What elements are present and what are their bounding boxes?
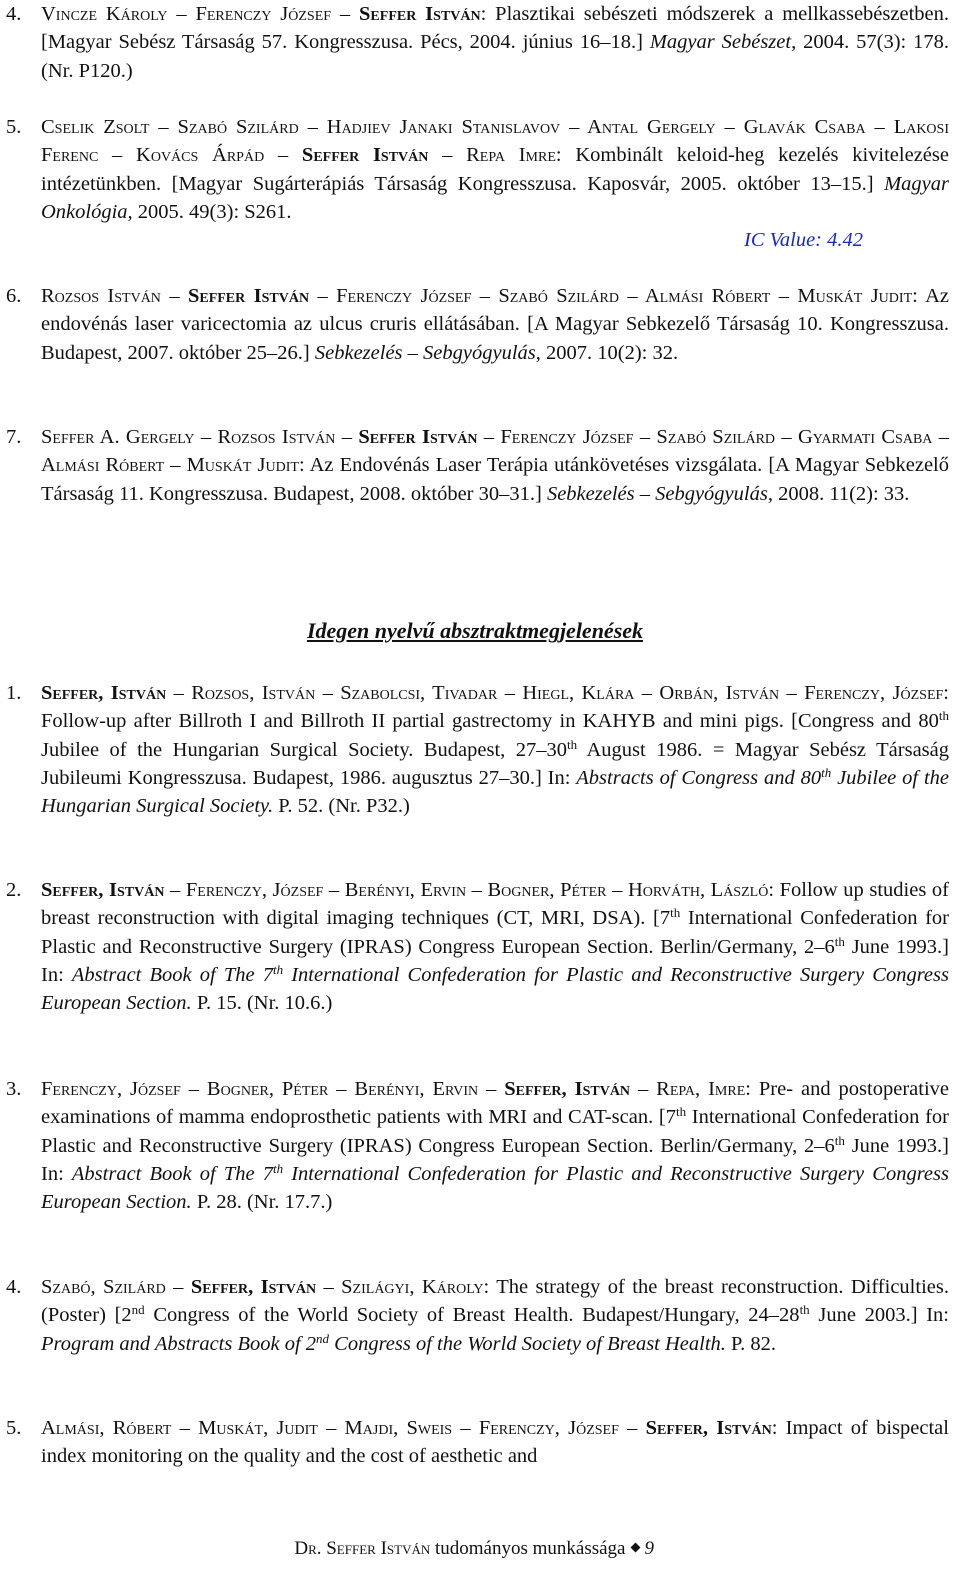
authors: – Ferenczy József – Szabó Szilárd – Gyarmati Csaba – Almási Róbert – Muskát Judit — [41, 426, 950, 477]
entry-number: 3. — [6, 1078, 22, 1100]
abstract-title: : Kombinált keloid-heg kezelés kivitelezése intézetünkben. [Magyar Sugárterápiás Társaság Kongresszusa. Kaposvár, 2005. október 13–15.] — [41, 144, 949, 195]
entry-number: 6. — [6, 285, 22, 307]
superscript: th — [938, 708, 949, 724]
authors: Cselik Zsolt – Szabó Szilárd – Hadjiev Janaki Stanislavov – Antal Gergely – Glavák Csaba – Lakosi Ferenc – Kovács Árpád – — [41, 116, 949, 167]
superscript: th — [834, 933, 845, 949]
superscript: nd — [316, 1330, 330, 1346]
reference-entry — [6, 1075, 949, 1216]
author-highlight: Seffer, István — [41, 682, 167, 704]
author-highlight: Seffer, István — [645, 1417, 772, 1439]
abstract-title: : Follow-up after Billroth I and Billroth II partial gastrectomy in KAHYB and mini pigs. [Congress and 80 — [41, 682, 949, 733]
reference-entry — [6, 1273, 949, 1358]
abstract-title: : Impact of bispectal index monitoring on the quality and the cost of aesthetic and — [41, 1417, 949, 1468]
entry-number: 1. — [6, 682, 22, 704]
authors: Almási, Róbert – Muskát, Judit – Majdi, Sweis – Ferenczy, József – — [41, 1417, 646, 1439]
journal-name: Sebkezelés – Sebgyógyulás, — [314, 341, 541, 364]
citation: June 1993.] In: — [41, 1134, 949, 1185]
superscript: th — [675, 1104, 687, 1120]
author-highlight: Seffer, István — [190, 1276, 317, 1298]
authors: Seffer A. Gergely – Rozsos István – — [41, 426, 359, 448]
citation: August 1986. = Magyar Sebész Társaság Jubileumi Kongresszusa. Budapest, 1986. augusztus 27–30.] In: — [41, 738, 949, 789]
citation: 2005. 49(3): S261. — [132, 200, 292, 223]
diamond-icon — [630, 1543, 640, 1553]
authors: Vincze Károly – Ferenczy József – — [41, 3, 360, 25]
reference-entry — [6, 1414, 949, 1471]
authors: – Repa, Imre — [630, 1078, 746, 1100]
entry-number: 5. — [6, 116, 22, 138]
citation: P. 52. (Nr. P32.) — [273, 795, 410, 818]
citation: 2007. 10(2): 32. — [540, 341, 679, 364]
author-highlight: Seffer István — [359, 3, 481, 25]
entry-number: 4. — [6, 3, 22, 25]
citation: Congress of the World Society of Breast Health. Budapest/Hungary, 24–28 — [144, 1304, 800, 1327]
citation: P. 28. (Nr. 17.7.) — [191, 1191, 333, 1214]
superscript: th — [834, 1132, 845, 1148]
author-highlight: Seffer István — [301, 144, 429, 167]
entry-number: 4. — [6, 1276, 22, 1298]
superscript: th — [272, 961, 284, 977]
citation: June 2003.] In: — [809, 1304, 949, 1327]
authors: – Ferenczy, József – Berényi, Ervin – Bogner, Péter – Horváth, László — [164, 879, 769, 901]
authors: – Ferenczy József – Szabó Szilárd – Almási Róbert – Muskát Judit — [309, 285, 913, 307]
page-footer — [0, 1538, 654, 1560]
book-title: Abstract Book of The 7 — [71, 1162, 273, 1185]
author-highlight: Seffer István — [187, 285, 310, 307]
page-number: 9 — [644, 1538, 654, 1559]
reference-entry — [6, 282, 949, 367]
reference-entry — [6, 0, 949, 85]
superscript: th — [272, 1160, 284, 1176]
authors: Rozsos István – — [41, 285, 188, 307]
authors: – Rozsos, István – Szabolcsi, Tivadar – Hiegl, Klára – Orbán, István – Ferenczy, József — [166, 682, 944, 704]
journal-name: Magyar Sebészet, — [649, 31, 797, 54]
entry-number: 2. — [6, 879, 22, 901]
book-title: International Confederation for Plastic and Reconstructive Surgery Congress European Section. — [41, 963, 949, 1015]
entry-number: 5. — [6, 1417, 22, 1439]
section-heading: Idegen nyelvű absztraktmegjelenések — [306, 618, 644, 643]
authors: – Szilágyi, Károly — [316, 1276, 484, 1298]
abstract-title: : The strategy of the breast reconstruction. Difficulties. (Poster) [2 — [41, 1276, 949, 1327]
book-title: Abstracts of Congress and 80 — [576, 766, 822, 789]
book-title: Program and Abstracts Book of 2 — [41, 1332, 317, 1355]
journal-name: Sebkezelés – Sebgyógyulás, — [546, 482, 773, 505]
book-title: Congress of the World Society of Breast Health. — [329, 1332, 726, 1355]
footer-name: Dr. Seffer István — [294, 1538, 431, 1559]
author-highlight: Seffer, István — [41, 879, 165, 901]
reference-entry — [6, 113, 949, 254]
authors: – Repa Imre — [428, 144, 556, 167]
citation: P. 82. — [725, 1332, 777, 1355]
author-highlight: Seffer István — [358, 426, 478, 448]
book-title: International Confederation for Plastic and Reconstructive Surgery Congress European Section. — [41, 1162, 949, 1214]
superscript: th — [799, 1302, 810, 1318]
reference-entry — [6, 423, 949, 508]
citation: Jubilee of the Hungarian Surgical Society. Budapest, 27–30 — [41, 738, 568, 761]
book-title: Abstract Book of The 7 — [71, 963, 273, 986]
abstract-title: : Az endovénás laser varicectomia az ulcus cruris ellátásában. [A Magyar Sebkezelő Társaság 10. Kongresszusa. Budapest, 2007. október 25–26.] — [41, 285, 949, 364]
superscript: nd — [131, 1302, 145, 1318]
abstract-title: : Follow up studies of breast reconstruction with digital imaging techniques (CT, MRI, DSA). [7 — [41, 879, 949, 930]
citation: International Confederation for Plastic and Reconstructive Surgery (IPRAS) Congress European Section. Berlin/Germany, 2–6 — [41, 1106, 949, 1157]
superscript: th — [670, 905, 681, 921]
citation: P. 15. (Nr. 10.6.) — [191, 992, 333, 1015]
superscript: th — [567, 736, 578, 752]
citation: June 1993.] In: — [41, 935, 949, 986]
author-highlight: Seffer, István — [504, 1078, 631, 1100]
superscript: th — [821, 764, 832, 780]
journal-name: Magyar Onkológia, — [41, 172, 949, 223]
abstract-title: : Pre- and postoperative examinations of mamma endoprosthetic patients with MRI and CAT-scan. [7 — [41, 1078, 949, 1129]
citation: 2008. 11(2): 33. — [772, 482, 910, 505]
entry-number: 7. — [6, 426, 22, 448]
reference-entry — [6, 679, 949, 820]
book-title: Jubilee of the Hungarian Surgical Society. — [41, 766, 949, 818]
footer-text: tudományos munkássága — [434, 1538, 626, 1559]
reference-entry — [6, 876, 949, 1017]
authors: Ferenczy, József – Bogner, Péter – Berényi, Ervin – — [41, 1078, 505, 1100]
authors: Szabó, Szilárd – — [41, 1276, 191, 1298]
citation: 2004. 57(3): 178. (Nr. P120.) — [41, 31, 949, 82]
abstract-title: : Plasztikai sebészeti módszerek a mellkassebészetben. [Magyar Sebész Társaság 57. Kongresszusa. Pécs, 2004. június 16–18.] — [41, 3, 950, 54]
citation: International Confederation for Plastic and Reconstructive Surgery (IPRAS) Congress European Section. Berlin/Germany, 2–6 — [41, 907, 949, 958]
abstract-title: : Az Endovénás Laser Terápia utánkövetéses vizsgálata. [A Magyar Sebkezelő Társaság 11. Kongresszusa. Budapest, 2008. október 30–31.] — [41, 454, 949, 505]
impact-factor: IC Value: 4.42 — [744, 229, 863, 252]
